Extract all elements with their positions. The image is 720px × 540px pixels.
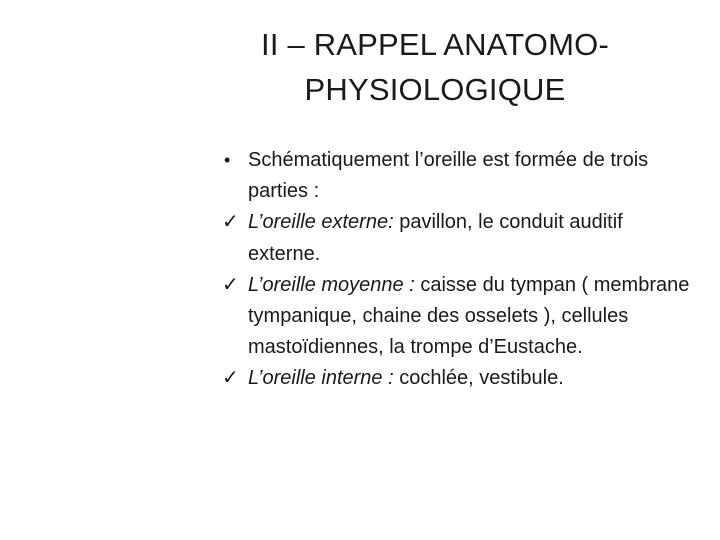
description-inner-ear: cochlée, vestibule. [393,367,564,390]
checkmark-icon: ✓ [222,367,239,390]
term-external-ear: L’oreille externe: [248,211,394,234]
title-line-1: II – RAPPEL ANATOMO- [261,27,609,62]
checklist-item-external-ear [222,207,692,269]
slide-content [222,145,692,395]
title-line-2: PHYSIOLOGIQUE [304,72,566,107]
intro-text: Schématiquement l’oreille est formée de trois parties : [248,149,649,203]
checklist-item-middle-ear [222,270,692,364]
term-middle-ear: L’oreille moyenne : [248,273,415,296]
checkmark-icon: ✓ [222,273,239,296]
term-inner-ear: L’oreille interne : [248,367,394,390]
slide-title [220,22,650,112]
checklist-item-inner-ear [222,363,692,394]
description-external-ear: pavillon, le conduit auditif externe. [248,211,623,265]
intro-bullet-item [222,145,692,207]
description-middle-ear: caisse du tympan ( membrane tympanique, chaine des osselets ), cellules mastoïdiennes, la trompe d’Eustache. [248,273,690,359]
checkmark-icon: ✓ [222,211,239,234]
bullet-icon: • [224,150,231,170]
